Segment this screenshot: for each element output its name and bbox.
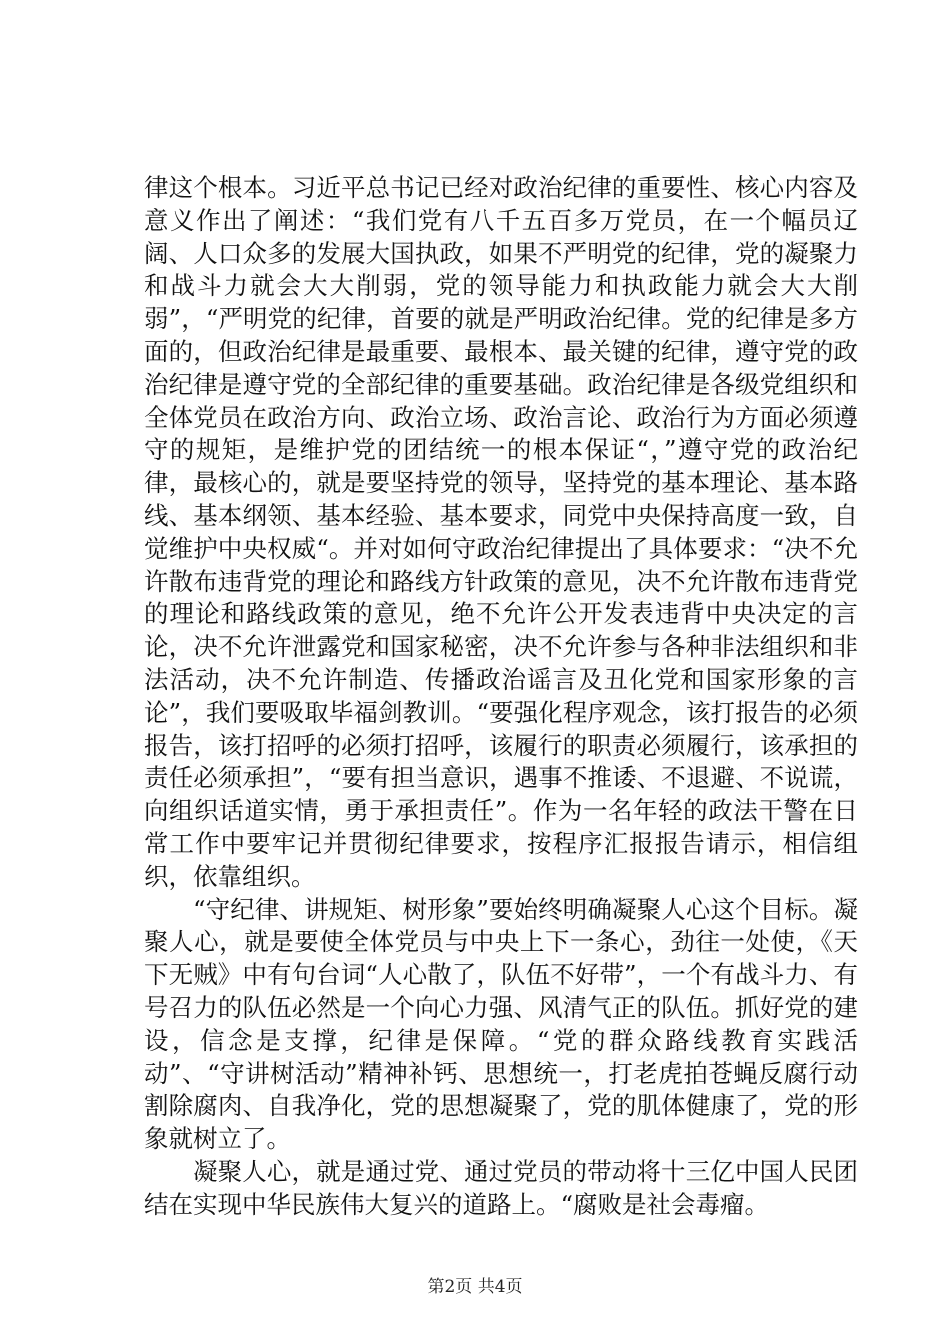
paragraph-1: 律这个根本。习近平总书记已经对政治纪律的重要性、核心内容及意义作出了阐述：“我们党有八千五百多万党员，在一个幅员辽阔、人口众多的发展大国执政，如果不严明党的纪律，党的凝聚力和战斗力就会大大削弱，党的领导能力和执政能力就会大大削弱”，“严明党的纪律，首要的就是严明政治纪律。党的纪律是多方面的，但政治纪律是最重要、最根本、最关键的纪律，遵守党的政治纪律是遵守党的全部纪律的重要基础。政治纪律是各级党组织和全体党员在政治方向、政治立场、政治言论、政治行为方面必须遵守的规矩，是维护党的团结统一的根本保证“，”遵守党的政治纪律，最核心的，就是要坚持党的领导，坚持党的基本理论、基本路线、基本纲领、基本经验、基本要求，同党中央保持高度一致，自觉维护中央权威“。并对如何守政治纪律提出了具体要求：“决不允许散布违背党的理论和路线方针政策的意见，决不允许散布违背党的理论和路线政策的意见，绝不允许公开发表违背中央决定的言论，决不允许泄露党和国家秘密，决不允许参与各种非法组织和非法活动，决不允许制造、传播政治谣言及丑化党和国家形象的言论”，我们要吸取毕福剑教训。“要强化程序观念，该打报告的必须报告，该打招呼的必须打招呼，该履行的职责必须履行，该承担的责任必须承担”，“要有担当意识，遇事不推诿、不退避、不说谎，向组织话道实情，勇于承担责任”。作为一名年轻的政法干警在日常工作中要牢记并贯彻纪律要求，按程序汇报报告请示，相信组织，依靠组织。 [144,173,858,891]
body-text [144,172,858,1222]
paragraph-3: 凝聚人心，就是通过党、通过党员的带动将十三亿中国人民团结在实现中华民族伟大复兴的道路上。“腐败是社会毒瘤。 [144,1156,858,1219]
page-number-footer: 第2页 共4页 [427,1277,523,1297]
paragraph-2: “守纪律、讲规矩、树形象”要始终明确凝聚人心这个目标。凝聚人心，就是要使全体党员与中央上下一条心，劲往一处使，《天下无贼》中有句台词“人心散了，队伍不好带”，一个有战斗力、有号召力的队伍必然是一个向心力强、风清气正的队伍。抓好党的建设，信念是支撑，纪律是保障。“党的群众路线教育实践活动”、“守讲树活动”精神补钙、思想统一，打老虎拍苍蝇反腐行动割除腐肉、自我净化，党的思想凝聚了，党的肌体健康了，党的形象就树立了。 [144,894,858,1154]
